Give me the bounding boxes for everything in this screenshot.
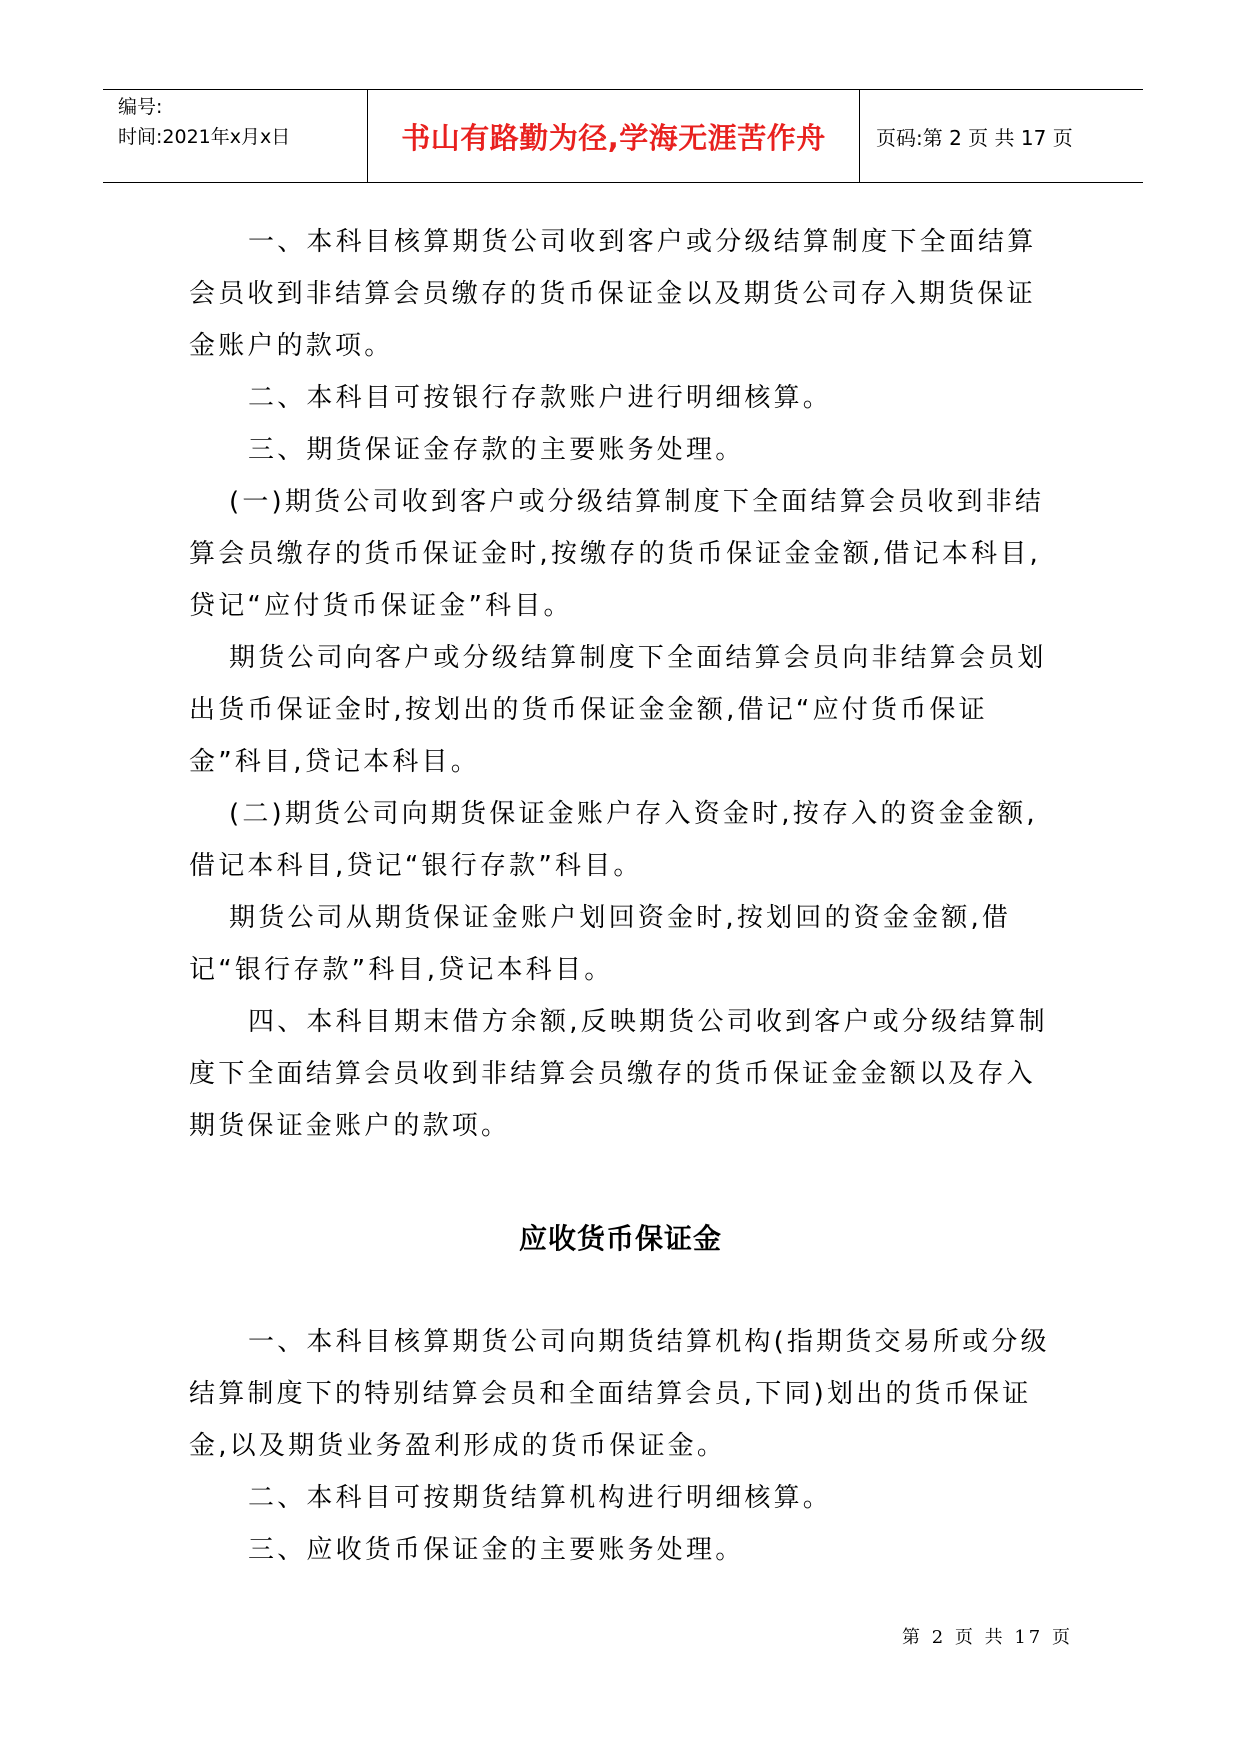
- page-info-text: 页码:第 2 页 共 17 页: [876, 125, 1073, 150]
- header-motto: [368, 90, 860, 182]
- paragraph: 期货公司从期货保证金账户划回资金时,按划回的资金金额,借记“银行存款”科目,贷记本科目。: [189, 903, 1012, 985]
- paragraph: (二)期货公司向期货保证金账户存入资金时,按存入的资金金额,借记本科目,贷记“银行存款”科目。: [189, 799, 1038, 881]
- paragraph: 四、本科目期末借方余额,反映期货公司收到客户或分级结算制度下全面结算会员收到非结算会员缴存的货币保证金金额以及存入期货保证金账户的款项。: [189, 1007, 1048, 1141]
- header-meta: [103, 90, 368, 182]
- paragraph: (一)期货公司收到客户或分级结算制度下全面结算会员收到非结算会员缴存的货币保证金时,按缴存的货币保证金金额,借记本科目,贷记“应付货币保证金”科目。: [189, 487, 1045, 621]
- document-time-label: 时间:2021年x月x日: [118, 126, 291, 148]
- document-body: [189, 216, 1054, 1152]
- header-page-info: [860, 90, 1143, 182]
- paragraph: 一、本科目核算期货公司向期货结算机构(指期货交易所或分级结算制度下的特别结算会员和全面结算会员,下同)划出的货币保证金,以及期货业务盈利形成的货币保证金。: [189, 1327, 1050, 1461]
- paragraph: 三、期货保证金存款的主要账务处理。: [248, 435, 745, 465]
- document-number-label: 编号:: [118, 96, 163, 118]
- motto-text: 书山有路勤为径,学海无涯苦作舟: [401, 120, 826, 155]
- page-footer: 第 2 页 共 17 页: [902, 1627, 1073, 1648]
- paragraph: 三、应收货币保证金的主要账务处理。: [248, 1535, 745, 1565]
- paragraph: 二、本科目可按银行存款账户进行明细核算。: [248, 383, 833, 413]
- paragraph: 一、本科目核算期货公司收到客户或分级结算制度下全面结算会员收到非结算会员缴存的货币保证金以及期货公司存入期货保证金账户的款项。: [189, 227, 1037, 361]
- section-heading: 应收货币保证金: [518, 1222, 722, 1255]
- section-body: [189, 1316, 1054, 1576]
- document-header: [103, 89, 1143, 183]
- paragraph: 二、本科目可按期货结算机构进行明细核算。: [248, 1483, 833, 1513]
- paragraph: 期货公司向客户或分级结算制度下全面结算会员向非结算会员划出货币保证金时,按划出的货币保证金金额,借记“应付货币保证金”科目,贷记本科目。: [189, 643, 1047, 777]
